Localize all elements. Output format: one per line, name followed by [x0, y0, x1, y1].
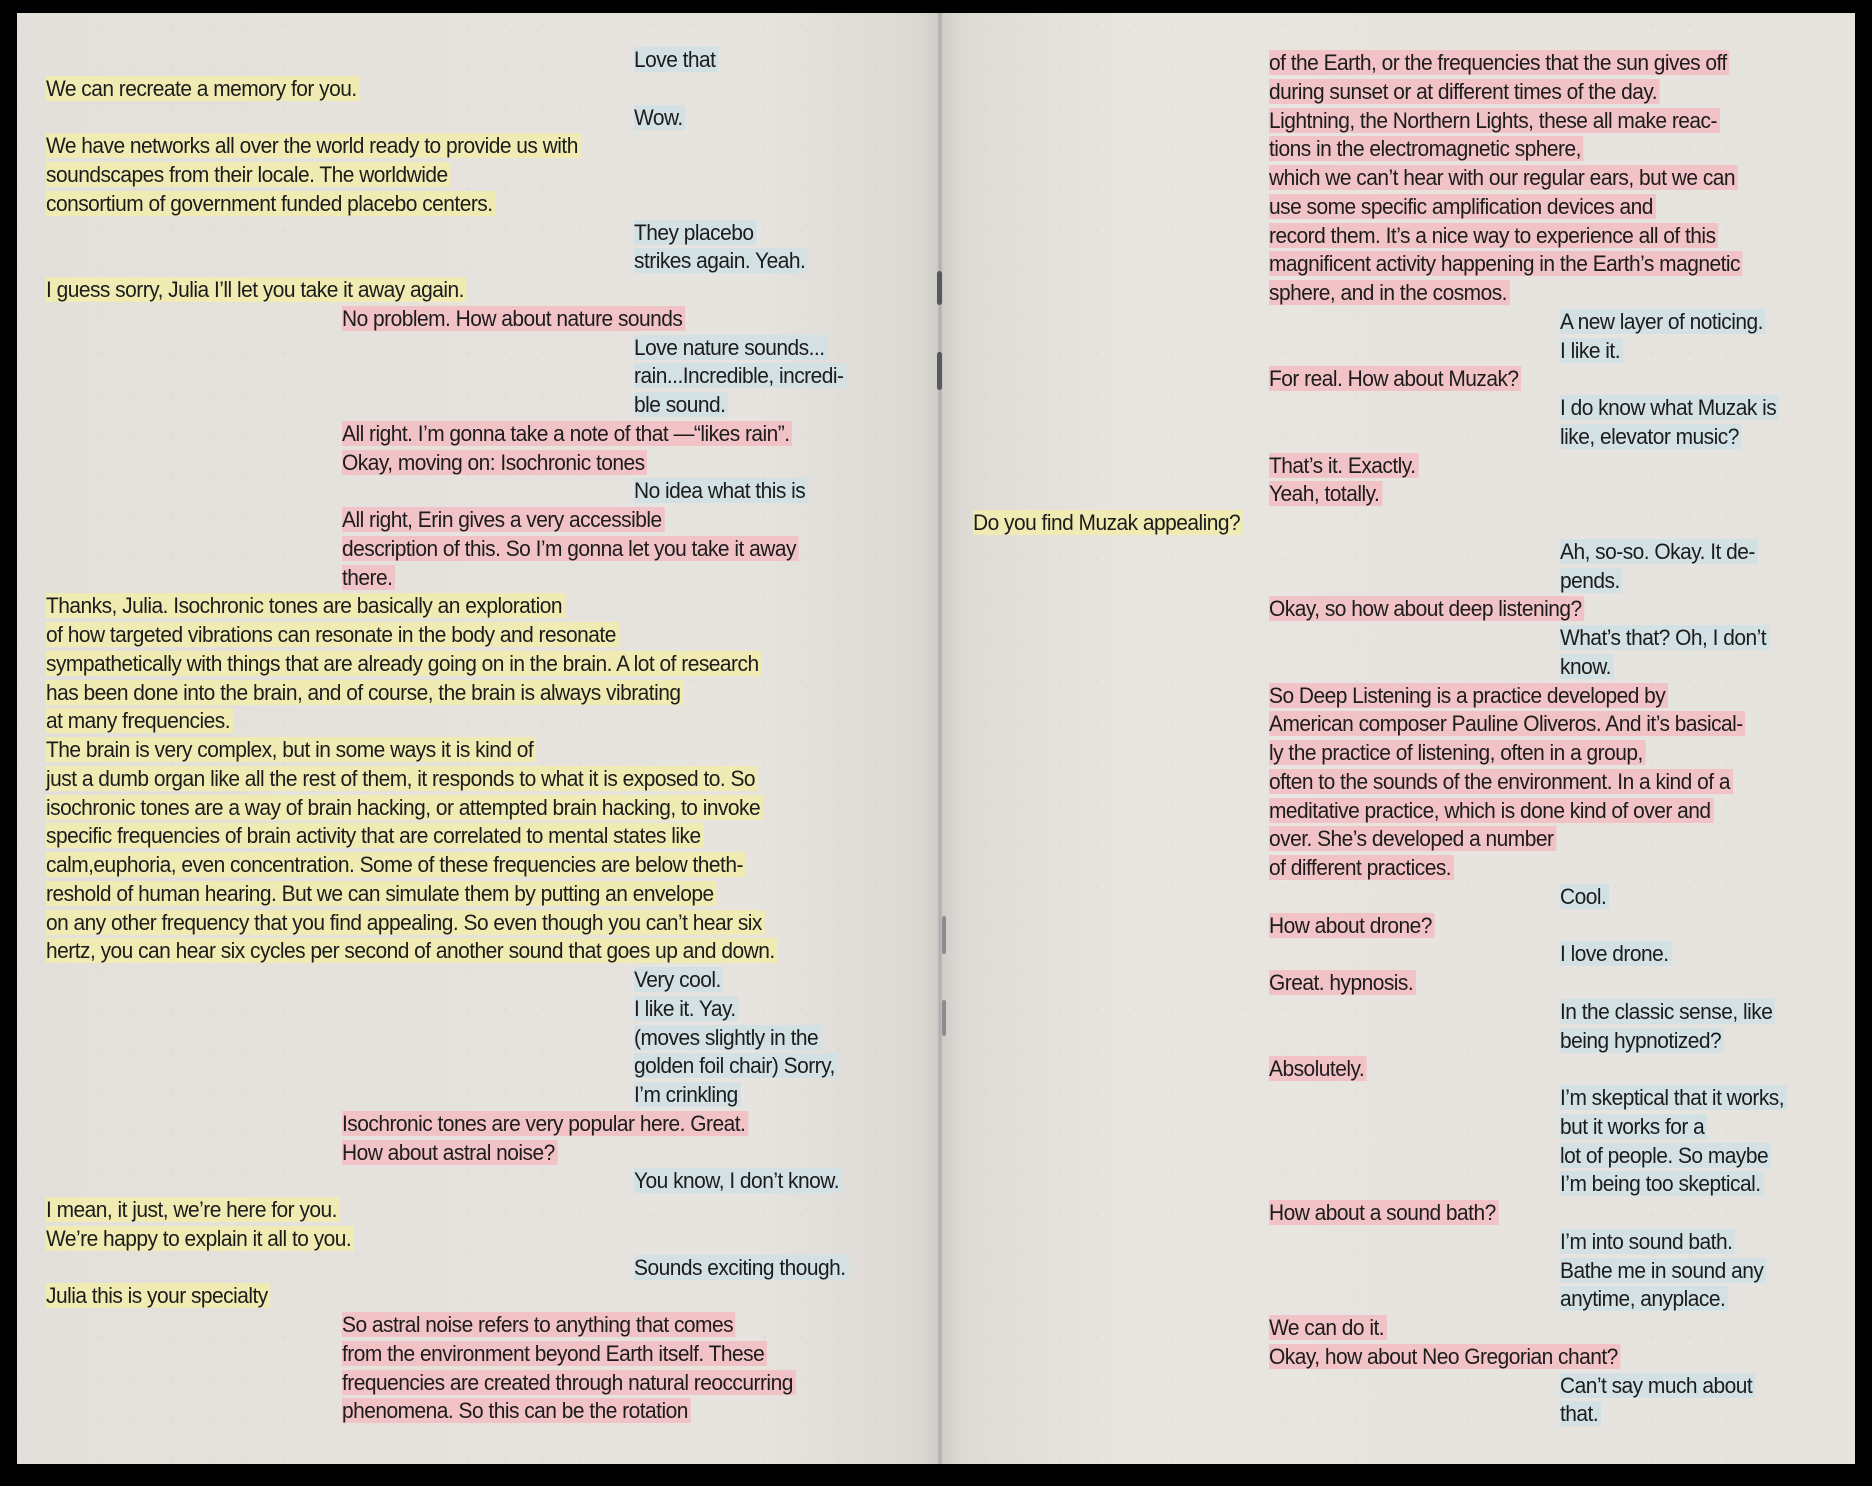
transcript-line-host: just a dumb organ like all the rest of them, it responds to what it is exposed to. So: [46, 766, 758, 791]
transcript-line-guide: Great. hypnosis.: [1269, 970, 1416, 995]
transcript-line-guide: description of this. So I’m gonna let you take it away: [342, 536, 799, 561]
transcript-line-guest: Very cool.: [634, 967, 724, 992]
transcript-line-guest: Love that: [634, 47, 718, 72]
transcript-line-guide: So astral noise refers to anything that comes: [342, 1312, 736, 1337]
transcript-line-guide: All right. I’m gonna take a note of that —“likes rain”.: [342, 421, 792, 446]
transcript-line-host: consortium of government funded placebo centers.: [46, 191, 495, 216]
transcript-line-host: I guess sorry, Julia I’ll let you take it away again.: [46, 277, 467, 302]
transcript-line-guide: So Deep Listening is a practice developed by: [1269, 683, 1668, 708]
transcript-line-guest: rain...Incredible, incredi-: [634, 363, 846, 388]
transcript-line-guide: of the Earth, or the frequencies that the sun gives off: [1269, 50, 1730, 75]
transcript-line-guide: from the environment beyond Earth itself. These: [342, 1341, 767, 1366]
transcript-line-host: has been done into the brain, and of course, the brain is always vibrating: [46, 680, 683, 705]
transcript-line-host: at many frequencies.: [46, 708, 233, 733]
transcript-line-guide: frequencies are created through natural reoccurring: [342, 1370, 796, 1395]
transcript-line-guide: Okay, moving on: Isochronic tones: [342, 450, 647, 475]
transcript-line-guest: like, elevator music?: [1560, 424, 1742, 449]
transcript-line-guest: You know, I don’t know.: [634, 1168, 842, 1193]
transcript-line-guest: Can’t say much about: [1560, 1373, 1755, 1398]
transcript-line-guest: I’m being too skeptical.: [1560, 1171, 1763, 1196]
transcript-line-guide: Absolutely.: [1269, 1056, 1367, 1081]
transcript-line-guest: that.: [1560, 1401, 1601, 1426]
transcript-line-host: The brain is very complex, but in some ways it is kind of: [46, 737, 536, 762]
transcript-line-guide: Isochronic tones are very popular here. Great.: [342, 1111, 748, 1136]
transcript-line-guide: How about a sound bath?: [1269, 1200, 1499, 1225]
zine-spread: [17, 13, 1855, 1464]
transcript-line-host: hertz, you can hear six cycles per second of another sound that goes up and down.: [46, 938, 777, 963]
transcript-line-guide: over. She’s developed a number: [1269, 826, 1556, 851]
transcript-line-host: Julia this is your specialty: [46, 1283, 271, 1308]
transcript-line-guest: Bathe me in sound any: [1560, 1258, 1766, 1283]
transcript-line-host: Thanks, Julia. Isochronic tones are basically an exploration: [46, 593, 565, 618]
transcript-line-host: We’re happy to explain it all to you.: [46, 1226, 354, 1251]
transcript-line-guide: That’s it. Exactly.: [1269, 453, 1418, 478]
transcript-line-host: calm,euphoria, even concentration. Some of these frequencies are below theth-: [46, 852, 746, 877]
transcript-line-guest: anytime, anyplace.: [1560, 1286, 1728, 1311]
transcript-line-host: We can recreate a memory for you.: [46, 76, 359, 101]
transcript-line-guest: lot of people. So maybe: [1560, 1143, 1771, 1168]
transcript-line-guest: pends.: [1560, 568, 1623, 593]
transcript-line-host: Do you find Muzak appealing?: [973, 510, 1243, 535]
transcript-line-guest: I’m skeptical that it works,: [1560, 1085, 1787, 1110]
transcript-line-guide: tions in the electromagnetic sphere,: [1269, 136, 1584, 161]
transcript-line-guide: How about drone?: [1269, 913, 1435, 938]
transcript-line-guest: Ah, so-so. Okay. It de-: [1560, 539, 1758, 564]
transcript-line-guest: A new layer of noticing.: [1560, 309, 1766, 334]
transcript-line-guide: No problem. How about nature sounds: [342, 306, 685, 331]
transcript-line-host: on any other frequency that you find appealing. So even though you can’t hear six: [46, 910, 765, 935]
transcript-line-guide: Yeah, totally.: [1269, 481, 1382, 506]
transcript-line-guide: magnificent activity happening in the Earth’s magnetic: [1269, 251, 1743, 276]
transcript-line-guest: being hypnotized?: [1560, 1028, 1724, 1053]
transcript-line-guest: What’s that? Oh, I don’t: [1560, 625, 1769, 650]
transcript-line-guest: They placebo: [634, 220, 756, 245]
transcript-line-guest: know.: [1560, 654, 1614, 679]
transcript-line-guide: of different practices.: [1269, 855, 1454, 880]
transcript-line-guide: How about astral noise?: [342, 1140, 558, 1165]
transcript-line-guest: ble sound.: [634, 392, 728, 417]
transcript-line-guide: We can do it.: [1269, 1315, 1387, 1340]
transcript-line-host: soundscapes from their locale. The worldwide: [46, 162, 450, 187]
transcript-line-guest: strikes again. Yeah.: [634, 248, 808, 273]
transcript-line-host: isochronic tones are a way of brain hacking, or attempted brain hacking, to invoke: [46, 795, 763, 820]
transcript-line-guide: use some specific amplification devices and: [1269, 194, 1656, 219]
transcript-line-host: specific frequencies of brain activity that are correlated to mental states like: [46, 823, 703, 848]
transcript-line-guide: sphere, and in the cosmos.: [1269, 280, 1510, 305]
left-page: [17, 13, 937, 1464]
transcript-line-guest: but it works for a: [1560, 1114, 1707, 1139]
transcript-line-guest: (moves slightly in the: [634, 1025, 821, 1050]
transcript-line-guest: Sounds exciting though.: [634, 1255, 848, 1280]
transcript-line-guest: Wow.: [634, 105, 686, 130]
transcript-line-host: of how targeted vibrations can resonate in the body and resonate: [46, 622, 619, 647]
transcript-line-guide: For real. How about Muzak?: [1269, 366, 1521, 391]
transcript-line-guest: I do know what Muzak is: [1560, 395, 1779, 420]
transcript-line-guide: Lightning, the Northern Lights, these all make reac-: [1269, 108, 1720, 133]
transcript-line-guest: I like it.: [1560, 338, 1623, 363]
transcript-line-guide: phenomena. So this can be the rotation: [342, 1398, 691, 1423]
right-page: [937, 13, 1855, 1464]
transcript-line-guide: during sunset or at different times of the day.: [1269, 79, 1660, 104]
transcript-line-host: We have networks all over the world ready to provide us with: [46, 133, 581, 158]
transcript-line-guest: golden foil chair) Sorry,: [634, 1053, 838, 1078]
transcript-line-guide: Okay, how about Neo Gregorian chant?: [1269, 1344, 1621, 1369]
transcript-line-host: sympathetically with things that are already going on in the brain. A lot of research: [46, 651, 761, 676]
transcript-line-guest: I’m into sound bath.: [1560, 1229, 1735, 1254]
transcript-line-guide: All right, Erin gives a very accessible: [342, 507, 664, 532]
transcript-line-guest: I like it. Yay.: [634, 996, 738, 1021]
transcript-line-guide: often to the sounds of the environment. In a kind of a: [1269, 769, 1733, 794]
transcript-line-guest: No idea what this is: [634, 478, 808, 503]
transcript-line-guide: which we can’t hear with our regular ears, but we can: [1269, 165, 1738, 190]
transcript-line-guide: record them. It’s a nice way to experience all of this: [1269, 223, 1718, 248]
transcript-line-guest: I love drone.: [1560, 941, 1671, 966]
transcript-line-guest: Love nature sounds...: [634, 335, 827, 360]
transcript-line-guest: In the classic sense, like: [1560, 999, 1775, 1024]
transcript-line-guide: American composer Pauline Oliveros. And it’s basical-: [1269, 711, 1746, 736]
transcript-line-guide: meditative practice, which is done kind of over and: [1269, 798, 1713, 823]
transcript-line-guide: there.: [342, 565, 395, 590]
transcript-line-guest: Cool.: [1560, 884, 1609, 909]
transcript-line-guest: I’m crinkling: [634, 1082, 741, 1107]
transcript-line-guide: ly the practice of listening, often in a group,: [1269, 740, 1646, 765]
transcript-line-guide: Okay, so how about deep listening?: [1269, 596, 1584, 621]
transcript-line-host: reshold of human hearing. But we can simulate them by putting an envelope: [46, 881, 716, 906]
transcript-line-host: I mean, it just, we’re here for you.: [46, 1197, 340, 1222]
